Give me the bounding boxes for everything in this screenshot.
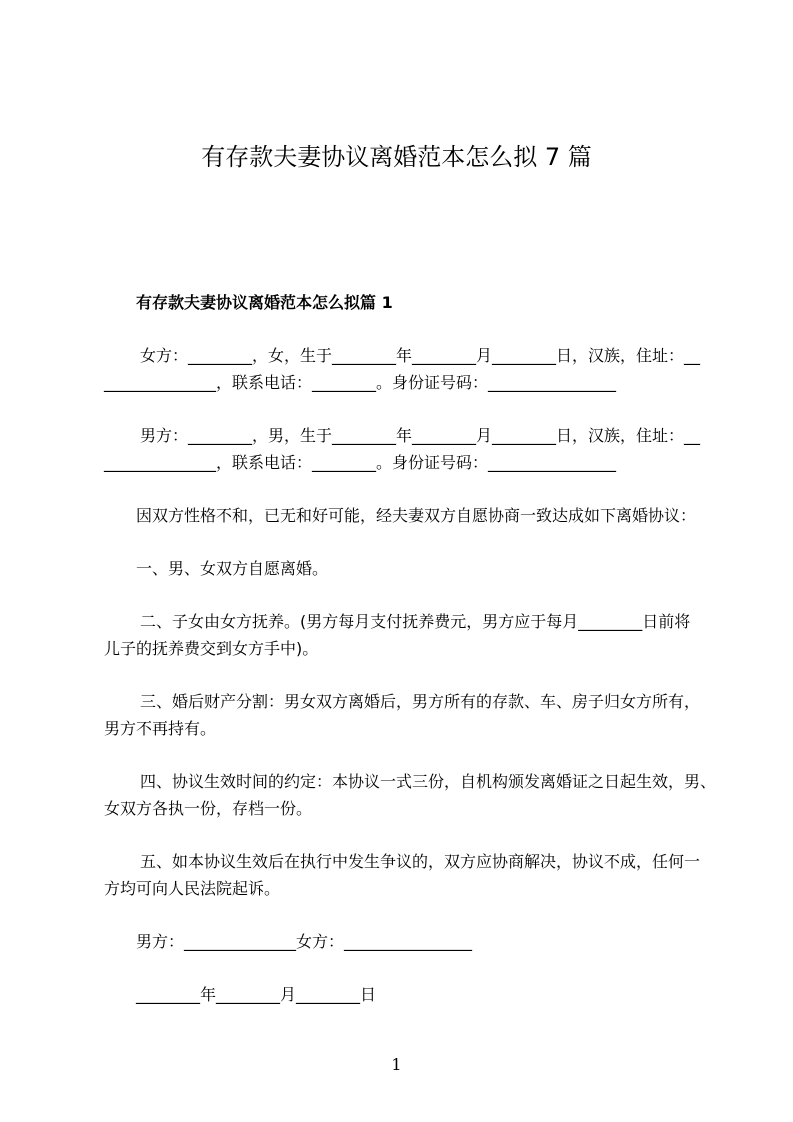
clause-5-dispute-resolution — [104, 848, 744, 902]
paragraph-line: 五、如本协议生效后在执行中发生争议的，双方应协商解决，协议不成，任何一 — [140, 851, 701, 871]
paragraph-line: 四、协议生效时间的约定：本协议一式三份，自机构颁发离婚证之日起生效，男、 — [140, 771, 717, 791]
signature-line — [104, 928, 744, 955]
paragraph-line: 儿子的抚养费交到女方手中)。 — [104, 638, 319, 658]
paragraph-line: 女方：________，女，生于________年________月________日，汉族，住址：__ — [140, 345, 701, 365]
clause-3-property-division — [104, 688, 744, 742]
page-number: 1 — [391, 1055, 402, 1074]
paragraph-line: ______________，联系电话：________。身份证号码：________________ — [104, 452, 617, 472]
paragraph-line: 二、子女由女方抚养。(男方每月支付抚养费元，男方应于每月________日前将 — [140, 611, 691, 631]
female-party-info — [104, 342, 744, 396]
clause-1-divorce — [104, 555, 744, 582]
paragraph-line: ______________，联系电话：________。身份证号码：________________ — [104, 372, 617, 392]
document-title: 有存款夫妻协议离婚范本怎么拟 7 篇 — [201, 143, 592, 171]
paragraph-line: 男方不再持有。 — [104, 718, 217, 738]
document-body — [104, 289, 744, 1034]
paragraph-line: 因双方性格不和，已无和好可能，经夫妻双方自愿协商一致达成如下离婚协议： — [136, 505, 697, 525]
paragraph-line: 男方：______________女方：________________ — [136, 931, 473, 951]
paragraph-line: 一、男、女双方自愿离婚。 — [136, 558, 329, 578]
clause-4-effective-date — [104, 768, 744, 822]
paragraph-line: 三、婚后财产分割：男女双方离婚后，男方所有的存款、车、房子归女方所有， — [140, 691, 701, 711]
paragraph-line: 女双方各执一份，存档一份。 — [104, 798, 313, 818]
section-heading: 有存款夫妻协议离婚范本怎么拟篇 1 — [136, 292, 393, 312]
agreement-preamble — [104, 502, 744, 529]
date-line — [104, 981, 744, 1008]
male-party-info — [104, 422, 744, 476]
paragraph-line: ________年________月________日 — [136, 984, 377, 1004]
clause-2-child-custody — [104, 608, 744, 662]
paragraph-line: 方均可向人民法院起诉。 — [104, 878, 281, 898]
paragraph-line: 男方：________，男，生于________年________月________日，汉族，住址：__ — [140, 425, 701, 445]
